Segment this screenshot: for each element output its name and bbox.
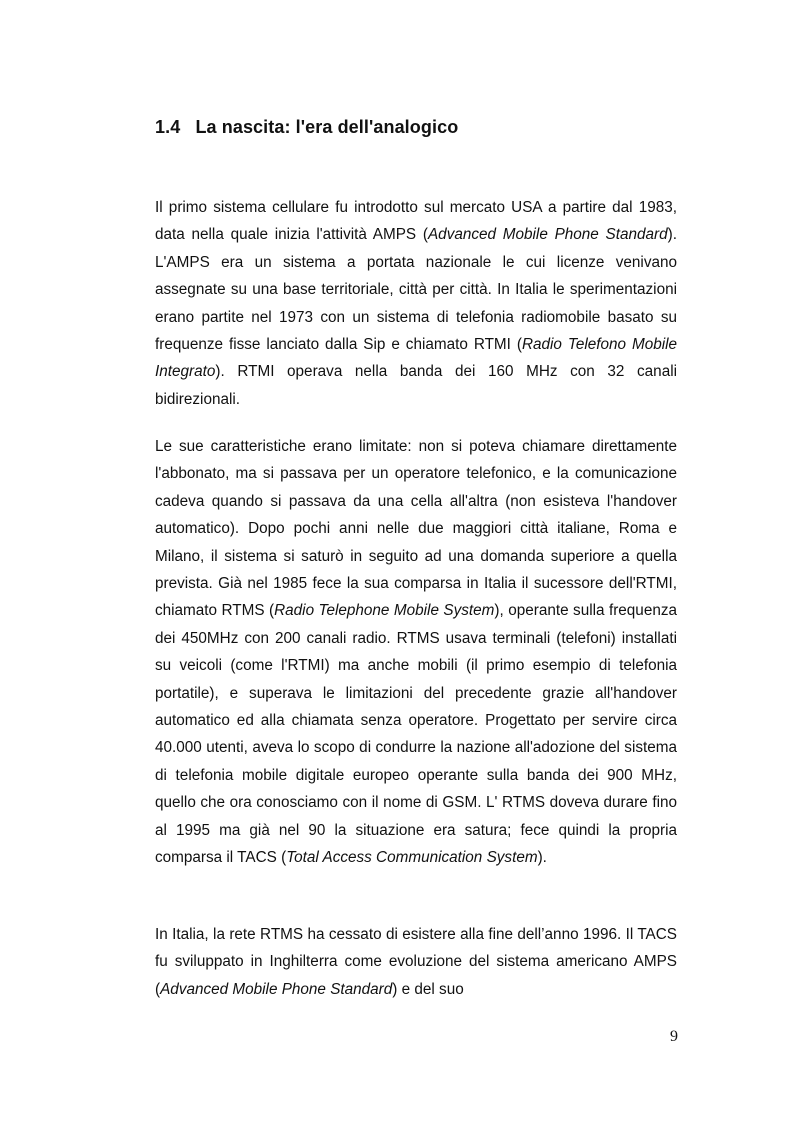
body-paragraph-3 (155, 921, 677, 1003)
paragraph-text (155, 433, 677, 872)
body-paragraph-1 (155, 194, 677, 413)
paragraph-text (155, 921, 677, 1003)
text-run: ). L'AMPS era un sistema a portata nazionale le cui licenze venivano assegnate su una base territoriale, città per città. In Italia le sperimentazioni erano partite nel 1973 con un sistema di telefonia radiomobile basato su frequenze fisse lanciato dalla Sip e chiamato RTMI ( (155, 226, 677, 354)
text-run: ). (537, 849, 547, 867)
page-number: 9 (670, 1028, 678, 1045)
italic-term: Radio Telephone Mobile System (274, 602, 495, 620)
text-run: ) e del suo (392, 980, 464, 998)
section-title: La nascita: l'era dell'analogico (195, 117, 459, 137)
body-paragraph-2 (155, 433, 677, 872)
italic-term: Advanced Mobile Phone Standard (160, 980, 393, 998)
text-run: In Italia, la rete RTMS ha cessato di esistere alla fine dell’anno 1996. Il TACS fu sviluppato in Inghilterra come evoluzione del sistema americano AMPS ( (155, 926, 677, 998)
section-number: 1.4 (155, 117, 181, 137)
italic-term: Advanced Mobile Phone Standard (427, 226, 668, 244)
text-run: Le sue caratteristiche erano limitate: non si poteva chiamare direttamente l'abbonato, ma si passava per un operatore telefonico, e la comunicazione cadeva quando si passava da una cella all'altra (non esisteva l'handover automatico). Dopo pochi anni nelle due maggiori città italiane, Roma e Milano, il sistema si saturò in seguito ad una domanda superiore a quella prevista. Già nel 1985 fece la sua comparsa in Italia il sucessore dell'RTMI, chiamato RTMS ( (155, 438, 677, 620)
text-run: Il primo sistema cellulare fu introdotto sul mercato USA a partire dal 1983, data nella quale inizia l'attività AMPS ( (155, 199, 677, 244)
text-run: ). RTMI operava nella banda dei 160 MHz con 32 canali bidirezionali. (155, 363, 677, 408)
italic-term: Radio Telefono Mobile Integrato (155, 336, 678, 381)
section-heading (155, 117, 458, 138)
text-run: ), operante sulla frequenza dei 450MHz con 200 canali radio. RTMS usava terminali (telefoni) installati su veicoli (come l'RTMI) ma anche mobili (il primo esempio di telefonia portatile), e superava le limitazioni del precedente grazie all'handover automatico ed alla chiamata senza operatore. Progettato per servire circa 40.000 utenti, aveva lo scopo di condurre la nazione all'adozione del sistema di telefonia mobile digitale europeo operante sulla banda dei 900 MHz, quello che ora conosciamo con il nome di GSM. L' RTMS doveva durare fino al 1995 ma già nel 90 la situazione era satura; fece quindi la propria comparsa il TACS ( (155, 602, 677, 867)
paragraph-text (155, 194, 677, 413)
italic-term: Total Access Communication System (286, 849, 538, 867)
